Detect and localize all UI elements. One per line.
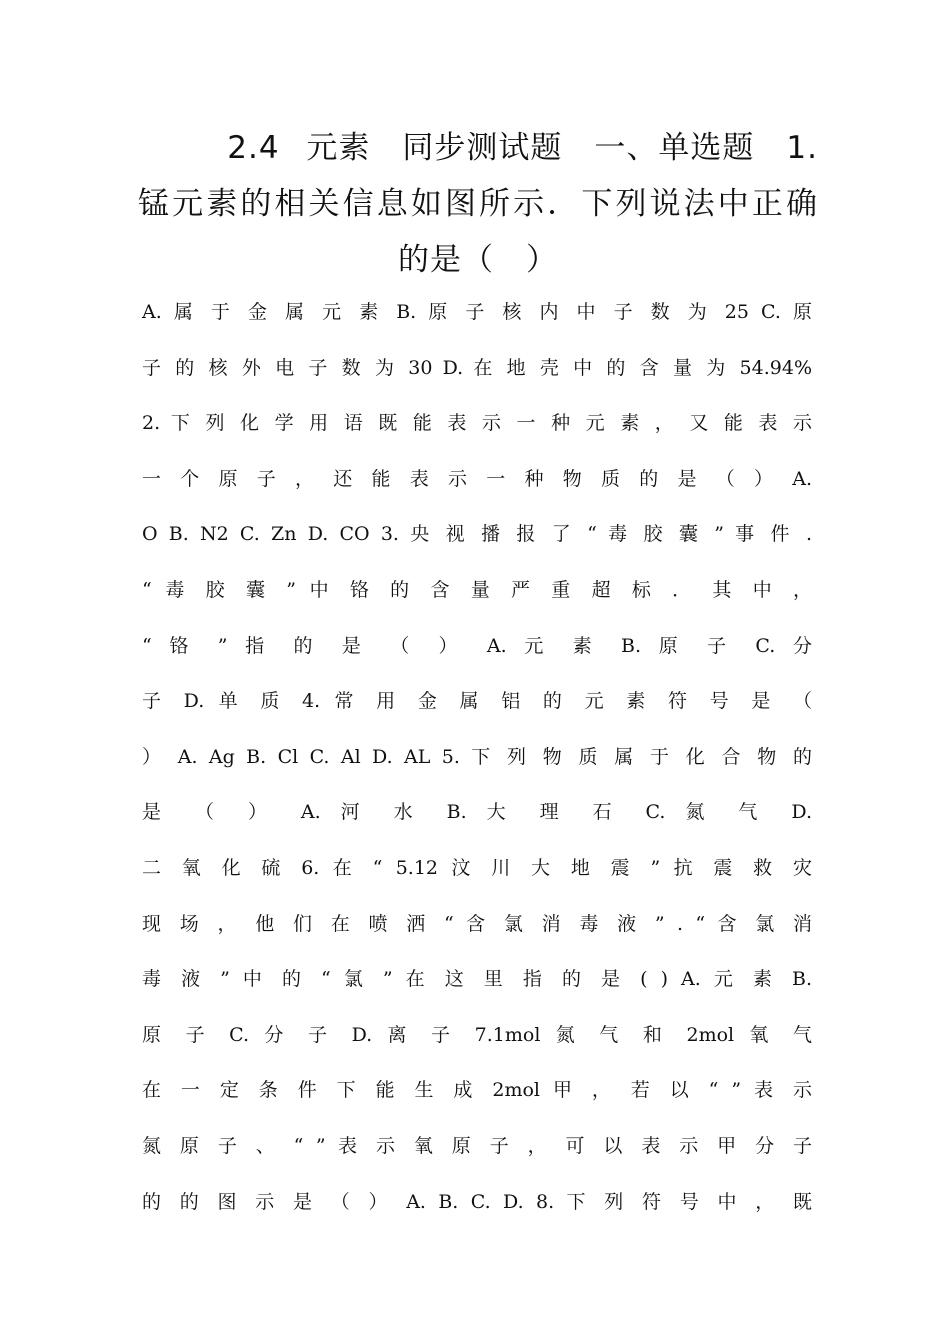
- body-line: O B. N2 C. Zn D. CO 3. 央 视 播 报 了 “ 毒 胶 囊 ” 事 件 .: [142, 523, 812, 546]
- body-line: 子 的 核 外 电 子 数 为 30 D. 在 地 壳 中 的 含 量 为 54.94%: [142, 356, 812, 379]
- body-line: ） A. Ag B. Cl C. Al D. AL 5. 下 列 物 质 属 于 化 合 物 的: [142, 745, 812, 768]
- body-line: 子 D. 单 质 4. 常 用 金 属 铝 的 元 素 符 号 是 （: [142, 690, 812, 713]
- body-line: 的 的 图 示 是 （ ） A. B. C. D. 8. 下 列 符 号 中 ， 既: [142, 1190, 812, 1213]
- document-body: [142, 292, 812, 1237]
- title-line-3: 的是（ ）: [398, 242, 558, 278]
- body-line: “ 毒 胶 囊 ” 中 铬 的 含 量 严 重 超 标 ． 其 中 ，: [142, 578, 812, 601]
- body-line: 是 （ ） A. 河 水 B. 大 理 石 C. 氮 气 D.: [142, 801, 812, 824]
- body-line: 氮 原 子 、 “ ” 表 示 氧 原 子 ， 可 以 表 示 甲 分 子: [142, 1134, 812, 1157]
- body-line: 在 一 定 条 件 下 能 生 成 2mol 甲 ， 若 以 “ ” 表 示: [142, 1079, 812, 1102]
- body-line: 原 子 C. 分 子 D. 离 子 7.1mol 氮 气 和 2mol 氧 气: [142, 1023, 812, 1046]
- body-line: 现 场 ， 他 们 在 喷 洒 “ 含 氯 消 毒 液 ” . “ 含 氯 消: [142, 912, 812, 935]
- body-line: 2. 下 列 化 学 用 语 既 能 表 示 一 种 元 素 ， 又 能 表 示: [142, 412, 812, 435]
- title-line-1: 2.4 元素 同步测试题 一、单选题 1.: [227, 130, 818, 166]
- body-line: A. 属 于 金 属 元 素 B. 原 子 核 内 中 子 数 为 25 C. 原: [142, 301, 812, 323]
- body-line: “ 铬 ” 指 的 是 （ ） A. 元 素 B. 原 子 C. 分: [142, 634, 812, 657]
- body-line: 毒 液 ” 中 的 “ 氯 ” 在 这 里 指 的 是 ( ) A. 元 素 B.: [142, 968, 812, 991]
- title-line-2: 锰元素的相关信息如图所示．下列说法中正确: [138, 186, 818, 222]
- document-title: [138, 120, 818, 288]
- body-line: 一 个 原 子 ， 还 能 表 示 一 种 物 质 的 是 （ ） A.: [142, 467, 812, 490]
- body-line: 二 氧 化 硫 6. 在 “ 5.12 汶 川 大 地 震 ” 抗 震 救 灾: [142, 856, 812, 879]
